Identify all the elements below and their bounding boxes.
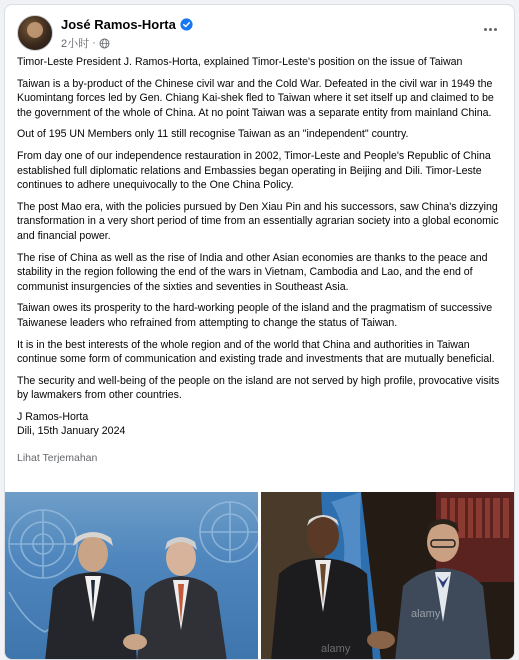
paragraph: Taiwan is a by-product of the Chinese civil war and the Cold War. Defeated in the civil war in 1949 the Kuomintang forces led by Gen. Chiang Kai-shek fled to Taiwan where it set itself up and claimed to be the government of the whole of China. At no point Taiwan was a separate entity from mainland China. — [17, 77, 494, 119]
archive-image — [261, 492, 514, 660]
see-translation-link[interactable]: Lihat Terjemahan — [17, 452, 98, 465]
globe-icon — [99, 38, 110, 49]
author-row — [61, 17, 193, 32]
photo-un-meeting[interactable] — [5, 492, 258, 660]
paragraph: Out of 195 UN Members only 11 still recognise Taiwan as an "independent" country. — [17, 128, 409, 141]
avatar[interactable] — [17, 15, 53, 51]
watermark-text: alamy — [411, 608, 441, 620]
post-card — [4, 4, 515, 660]
paragraph: From day one of our independence restauration in 2002, Timor-Leste and People's Republic of China established full diplomatic relations and Embassies began operating in Beijing and Dili. Timor-Leste continues to adhere unequivocally to the One China Policy. — [17, 149, 491, 192]
author-name[interactable]: José Ramos-Horta — [61, 17, 176, 32]
post-meta — [61, 35, 110, 51]
photo-archive[interactable] — [261, 492, 514, 660]
paragraph: The rise of China as well as the rise of India and other Asian economies are thanks to the peace and stability in the region following the end of the wars in Vietnam, Cambodia and Lao, and the end of communist insurgencies of the sixties and seventies in Southeast Asia. — [17, 251, 488, 293]
paragraph: It is in the best interests of the whole region and of the world that China and authorities in Taiwan continue some form of communication and existing trade and investments that are mutually beneficial. — [17, 338, 495, 366]
photo-grid — [5, 492, 514, 660]
signature: J Ramos-Horta — [17, 410, 89, 423]
paragraph: Timor-Leste President J. Ramos-Horta, explained Timor-Leste's position on the issue of Taiwan — [17, 56, 463, 68]
watermark-text: alamy — [321, 643, 351, 655]
verified-badge-icon — [180, 18, 193, 31]
paragraph: The post Mao era, with the policies pursued by Den Xiau Pin and his successors, saw China's dizzying transformation in a very short period of time from an essentially agrarian society into a global economic and financial power. — [17, 200, 499, 242]
post-header — [17, 15, 502, 51]
place-date: Dili, 15th January 2024 — [17, 425, 126, 438]
more-options-icon[interactable] — [478, 19, 502, 39]
post-time[interactable]: 2小时 — [61, 38, 90, 50]
meta-separator: · — [92, 37, 96, 49]
un-meeting-image — [5, 492, 258, 660]
post-body — [17, 55, 507, 466]
paragraph: Taiwan owes its prosperity to the hard-working people of the island and the pragmatism of successive Taiwanese leaders who refrained from attempting to change the status of Taiwan. — [17, 302, 493, 329]
paragraph: The security and well-being of the people on the island are not served by high profile, provocative visits by lawmakers from other countries. — [17, 374, 500, 402]
